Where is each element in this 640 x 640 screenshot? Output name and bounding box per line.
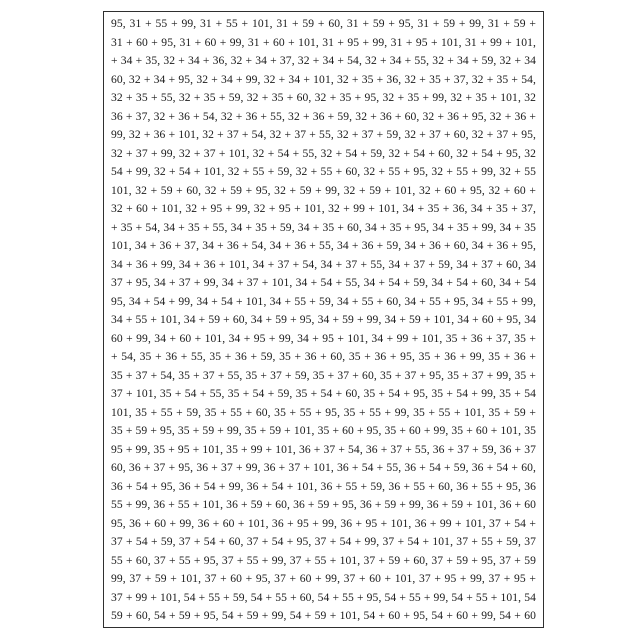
text-line: 31 + 60 + 95, 31 + 60 + 99, 31 + 60 + 101, 31 + 95 + 99, 31 + 95 + 101, 31 + 99 + 101, [111, 35, 536, 49]
text-line: 60, 36 + 37 + 95, 36 + 37 + 99, 36 + 37 + 101, 36 + 54 + 55, 36 + 54 + 59, 36 + 54 + 60, [111, 461, 536, 474]
text-line: 36 + 54 + 95, 36 + 54 + 99, 36 + 54 + 101, 36 + 55 + 59, 36 + 55 + 60, 36 + 55 + 95, 36 [111, 479, 536, 493]
text-line: 101, 32 + 59 + 60, 32 + 59 + 95, 32 + 59 + 99, 32 + 59 + 101, 32 + 60 + 95, 32 + 60 + [111, 183, 536, 197]
text-line: + 54, 35 + 36 + 55, 35 + 36 + 59, 35 + 36 + 60, 35 + 36 + 95, 35 + 36 + 99, 35 + 36 + [111, 350, 536, 363]
text-line: 35 + 37 + 54, 35 + 37 + 55, 35 + 37 + 59, 35 + 37 + 60, 35 + 37 + 95, 35 + 37 + 99, 35 + [111, 368, 536, 382]
text-line: 32 + 37 + 99, 32 + 37 + 101, 32 + 54 + 55, 32 + 54 + 59, 32 + 54 + 60, 32 + 54 + 95, 32 [111, 146, 536, 160]
document-page [103, 11, 544, 628]
text-line: 99, 32 + 36 + 101, 32 + 37 + 54, 32 + 37 + 55, 32 + 37 + 59, 32 + 37 + 60, 32 + 37 + 95, [111, 128, 536, 141]
text-line: 36 + 37, 32 + 36 + 54, 32 + 36 + 55, 32 + 36 + 59, 32 + 36 + 60, 32 + 36 + 95, 32 + 36 + [111, 109, 536, 123]
text-line: 95, 31 + 55 + 99, 31 + 55 + 101, 31 + 59 + 60, 31 + 59 + 95, 31 + 59 + 99, 31 + 59 + [111, 17, 536, 30]
text-line: 95, 36 + 60 + 99, 36 + 60 + 101, 36 + 95 + 99, 36 + 95 + 101, 36 + 99 + 101, 37 + 54 + [111, 516, 536, 530]
text-line: 101, 35 + 55 + 59, 35 + 55 + 60, 35 + 55 + 95, 35 + 55 + 99, 35 + 55 + 101, 35 + 59 + [111, 405, 536, 419]
text-line: 35 + 59 + 95, 35 + 59 + 99, 35 + 59 + 101, 35 + 60 + 95, 35 + 60 + 99, 35 + 60 + 101, 35 [111, 424, 536, 437]
text-line: 34 + 55 + 101, 34 + 59 + 60, 34 + 59 + 95, 34 + 59 + 99, 34 + 59 + 101, 34 + 60 + 95, 34 [111, 313, 536, 326]
text-line: 32 + 60 + 101, 32 + 95 + 99, 32 + 95 + 101, 32 + 99 + 101, 34 + 35 + 36, 34 + 35 + 37, [111, 202, 536, 215]
text-line: 34 + 36 + 99, 34 + 36 + 101, 34 + 37 + 54, 34 + 37 + 55, 34 + 37 + 59, 34 + 37 + 60, 34 [111, 257, 536, 271]
text-line: 99, 37 + 59 + 101, 37 + 60 + 95, 37 + 60 + 99, 37 + 60 + 101, 37 + 95 + 99, 37 + 95 + [111, 572, 536, 585]
text-line: 55 + 60, 37 + 55 + 95, 37 + 55 + 99, 37 + 55 + 101, 37 + 59 + 60, 37 + 59 + 95, 37 + 59 [111, 553, 536, 567]
text-line: 37 + 101, 35 + 54 + 55, 35 + 54 + 59, 35 + 54 + 60, 35 + 54 + 95, 35 + 54 + 99, 35 + 54 [111, 387, 536, 400]
text-line: + 34 + 35, 32 + 34 + 36, 32 + 34 + 37, 32 + 34 + 54, 32 + 34 + 55, 32 + 34 + 59, 32 + 34 [111, 54, 536, 67]
text-line: + 35 + 54, 34 + 35 + 55, 34 + 35 + 59, 34 + 35 + 60, 34 + 35 + 95, 34 + 35 + 99, 34 + 35 [111, 220, 536, 234]
text-line: 60 + 99, 34 + 60 + 101, 34 + 95 + 99, 34 + 95 + 101, 34 + 99 + 101, 35 + 36 + 37, 35 + [111, 331, 536, 345]
text-line: 60, 32 + 34 + 95, 32 + 34 + 99, 32 + 34 + 101, 32 + 35 + 36, 32 + 35 + 37, 32 + 35 + 54, [111, 72, 536, 86]
text-line: 54 + 99, 32 + 54 + 101, 32 + 55 + 59, 32 + 55 + 60, 32 + 55 + 95, 32 + 55 + 99, 32 + 55 [111, 165, 536, 178]
text-line: 37 + 54 + 59, 37 + 54 + 60, 37 + 54 + 95, 37 + 54 + 99, 37 + 54 + 101, 37 + 55 + 59, 37 [111, 535, 536, 548]
text-line: 55 + 99, 36 + 55 + 101, 36 + 59 + 60, 36 + 59 + 95, 36 + 59 + 99, 36 + 59 + 101, 36 + 60 [111, 498, 536, 511]
number-combinations-text [111, 15, 536, 626]
text-line: 101, 34 + 36 + 37, 34 + 36 + 54, 34 + 36 + 55, 34 + 36 + 59, 34 + 36 + 60, 34 + 36 + 95, [111, 239, 536, 252]
text-line: 95 + 99, 35 + 95 + 101, 35 + 99 + 101, 36 + 37 + 54, 36 + 37 + 55, 36 + 37 + 59, 36 + 37 [111, 442, 536, 456]
text-line: 95, 34 + 54 + 99, 34 + 54 + 101, 34 + 55 + 59, 34 + 55 + 60, 34 + 55 + 95, 34 + 55 + 99, [111, 294, 536, 308]
text-line: 59 + 60, 54 + 59 + 95, 54 + 59 + 99, 54 + 59 + 101, 54 + 60 + 95, 54 + 60 + 99, 54 + 60 [111, 609, 536, 622]
text-line: 37 + 95, 34 + 37 + 99, 34 + 37 + 101, 34 + 54 + 55, 34 + 54 + 59, 34 + 54 + 60, 34 + 54 [111, 276, 536, 289]
text-line: 32 + 35 + 55, 32 + 35 + 59, 32 + 35 + 60, 32 + 35 + 95, 32 + 35 + 99, 32 + 35 + 101, 32 [111, 91, 536, 104]
text-line: 37 + 99 + 101, 54 + 55 + 59, 54 + 55 + 60, 54 + 55 + 95, 54 + 55 + 99, 54 + 55 + 101, 54 [111, 590, 536, 604]
